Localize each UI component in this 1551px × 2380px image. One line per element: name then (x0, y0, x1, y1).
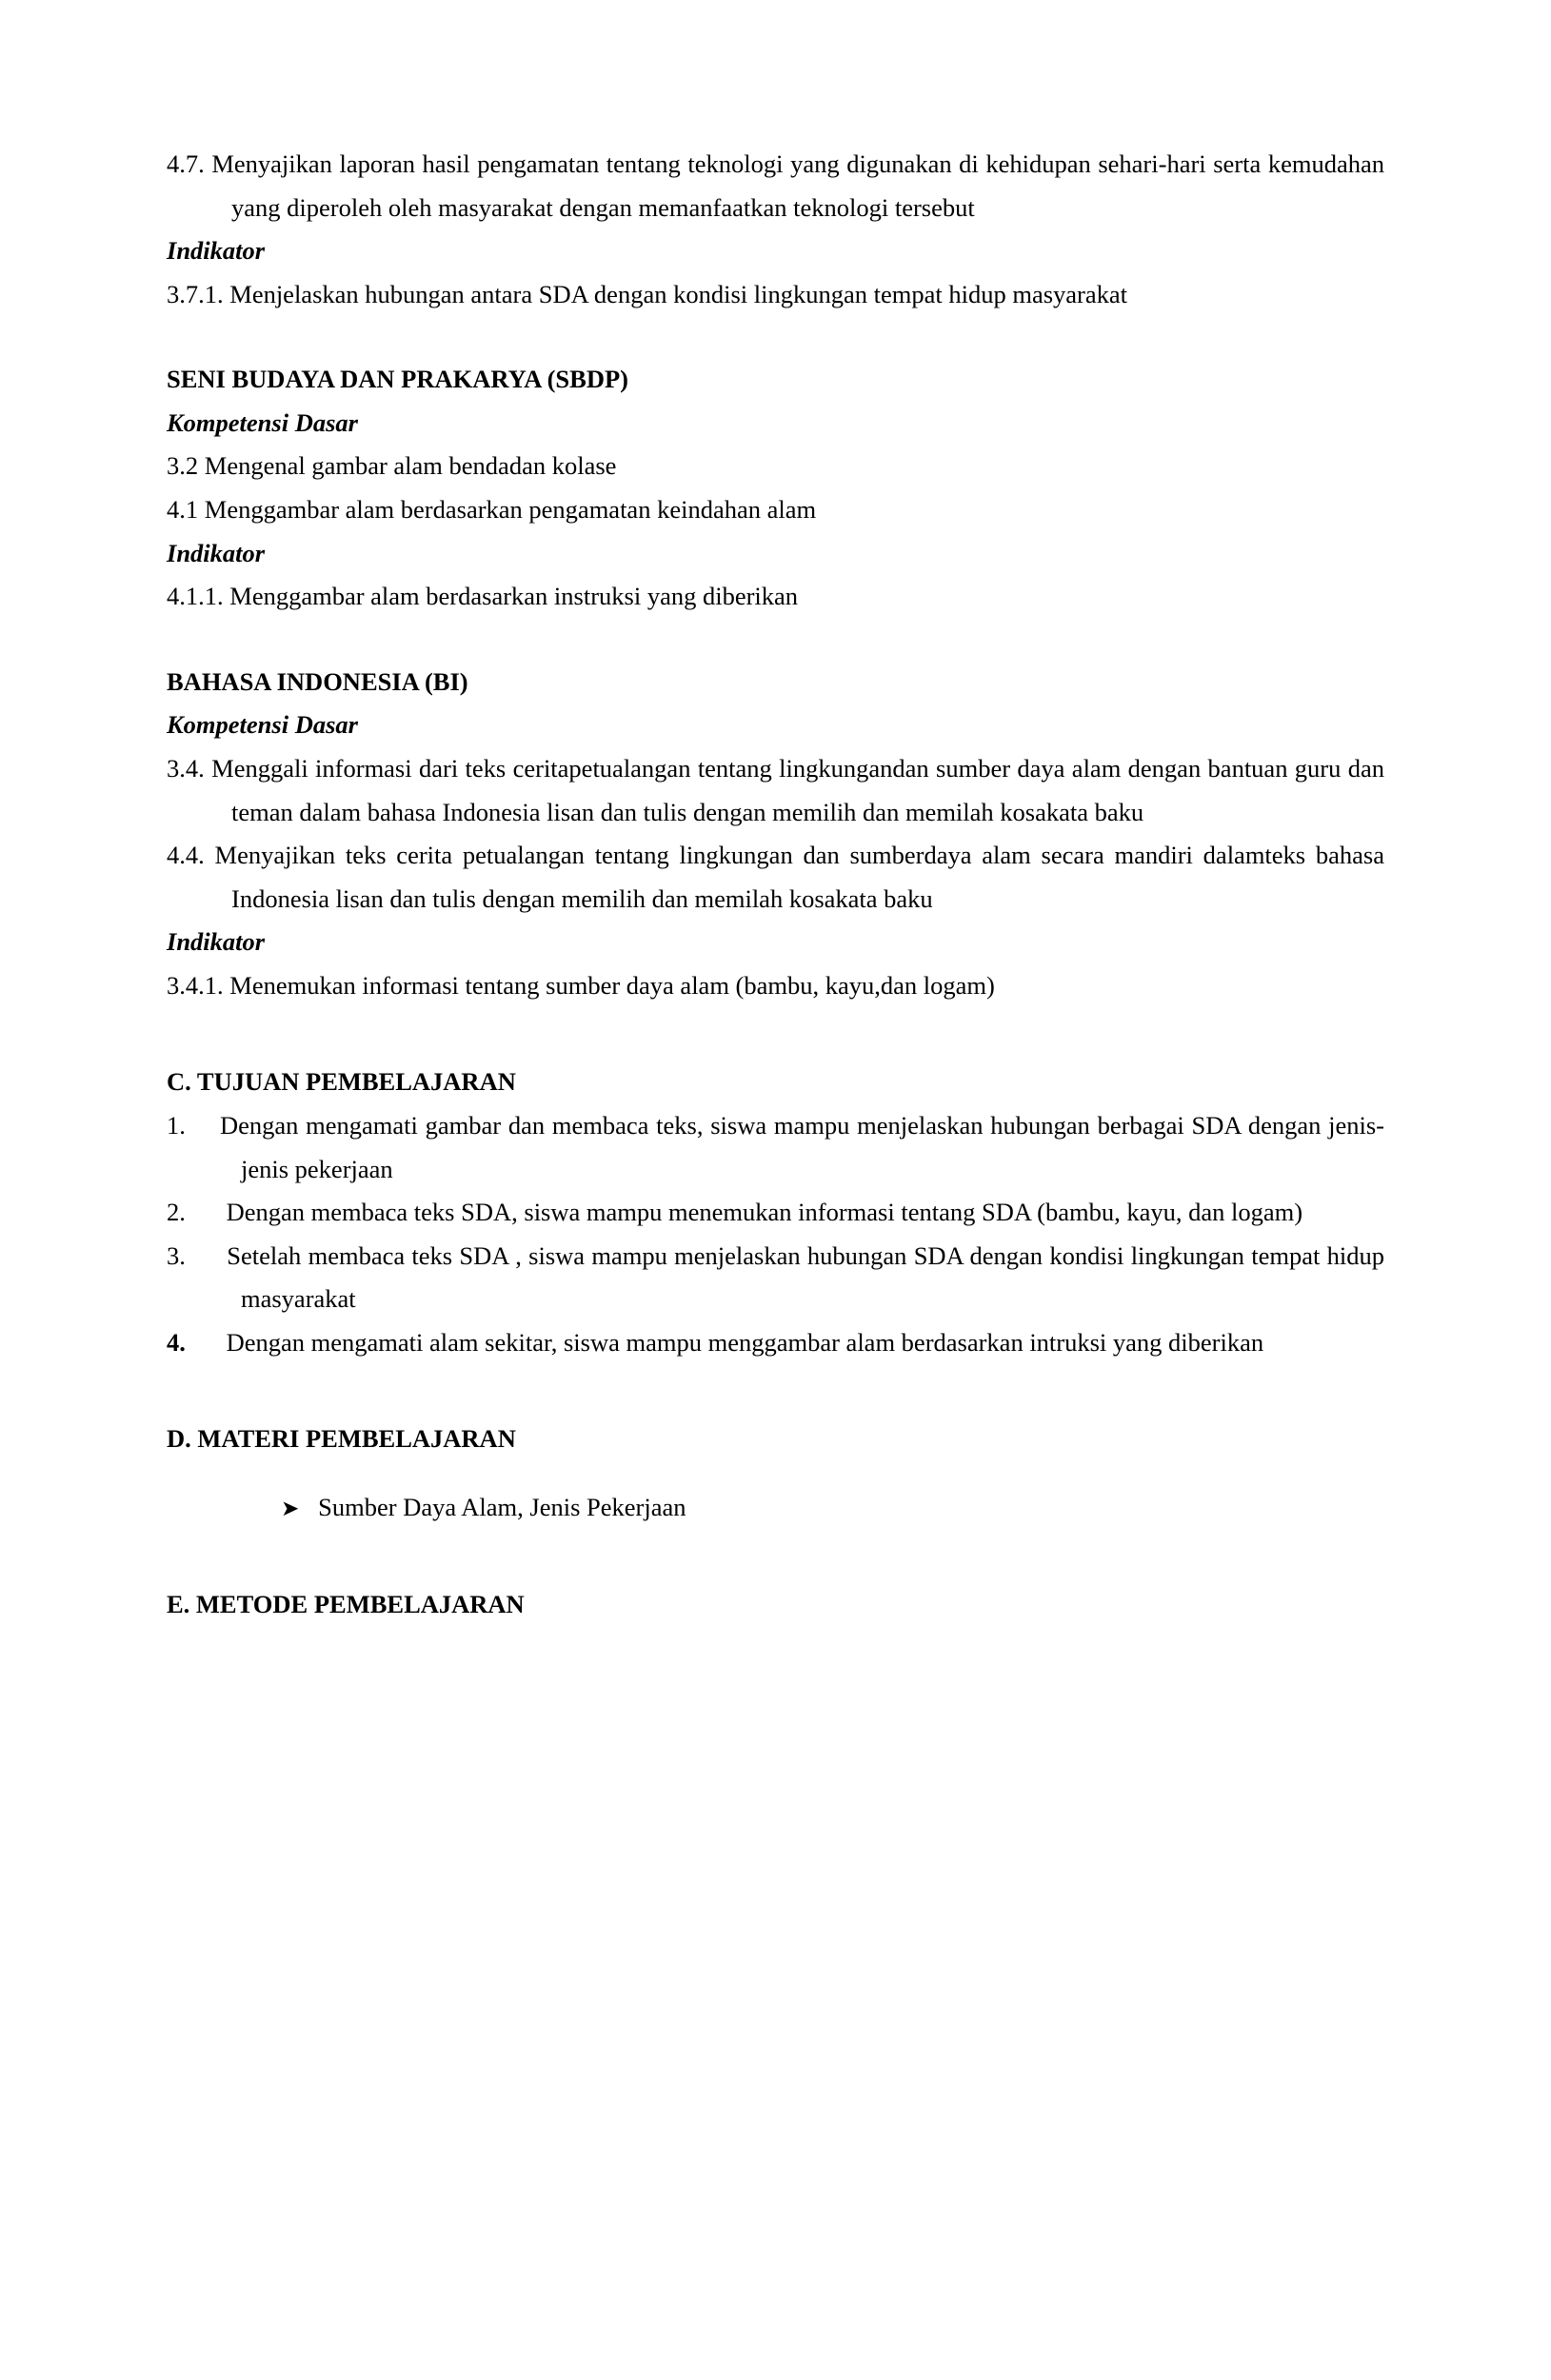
tujuan-heading: C. TUJUAN PEMBELAJARAN (167, 1067, 516, 1097)
bi-kd-item-3-4-text: Menggali informasi dari teks ceritapetualangan tentang lingkungandan sumber daya alam dengan bantuan guru dan teman dalam bahasa Indonesia lisan dan tulis dengan memilih dan memilah kosakata baku (211, 753, 1385, 826)
sbdp-heading: SENI BUDAYA DAN PRAKARYA (SBDP) (167, 365, 628, 394)
spacer (167, 619, 1384, 661)
spacer (167, 1461, 1384, 1486)
spacer (167, 1007, 1384, 1061)
tujuan-item-3-text: Setelah membaca teks SDA , siswa mampu menjelaskan hubungan SDA dengan kondisi lingkungan tempat hidup masyarakat (220, 1240, 1384, 1314)
bi-kd-item-4-4-text: Menyajikan teks cerita petualangan tentang lingkungan dan sumberdaya alam secara mandiri dalamteks bahasa Indonesia lisan dan tulis dengan memilih dan memilah kosakata baku (214, 841, 1384, 913)
tujuan-item-3 (167, 1235, 1384, 1321)
bi-kd-item-4-4 (167, 834, 1384, 921)
sbdp-kd-item-2: 4.1 Menggambar alam berdasarkan pengamatan keindahan alam (167, 495, 817, 525)
materi-list-item (167, 1486, 1384, 1530)
bi-kd-item-3-4-number: 3.4. (167, 753, 205, 783)
bi-kd-label: Kompetensi Dasar (167, 710, 358, 740)
materi-item-1-text: Sumber Daya Alam, Jenis Pekerjaan (318, 1493, 686, 1522)
tujuan-item-4-text: Dengan mengamati alam sekitar, siswa mampu menggambar alam berdasarkan intruksi yang diberikan (220, 1327, 1264, 1357)
sbdp-indikator-item-1: 4.1.1. Menggambar alam berdasarkan instruksi yang diberikan (167, 582, 799, 611)
indikator-item-3-7-1: 3.7.1. Menjelaskan hubungan antara SDA dengan kondisi lingkungan tempat hidup masyarakat (167, 279, 1127, 308)
tujuan-item-1 (167, 1104, 1384, 1191)
tujuan-item-4 (167, 1321, 1384, 1365)
metode-heading: E. METODE PEMBELAJARAN (167, 1589, 525, 1618)
bi-heading: BAHASA INDONESIA (BI) (167, 666, 468, 696)
competency-item-4-7 (167, 143, 1384, 229)
spacer (167, 1364, 1384, 1418)
bi-kd-item-4-4-number: 4.4. (167, 841, 205, 870)
tujuan-list (167, 1104, 1384, 1364)
materi-heading: D. MATERI PEMBELAJARAN (167, 1424, 516, 1454)
competency-item-4-7-text (167, 149, 1384, 222)
competency-number: 4.7. (167, 149, 205, 178)
top-competency-block (167, 143, 1384, 229)
tujuan-item-1-text: Dengan mengamati gambar dan membaca teks, siswa mampu menjelaskan hubungan berbagai SDA dengan jenis-jenis pekerjaan (220, 1110, 1384, 1183)
arrow-bullet-icon: ➤ (281, 1497, 300, 1522)
bi-indikator-item-1: 3.4.1. Menemukan informasi tentang sumber daya alam (bambu, kayu,dan logam) (167, 970, 995, 1000)
competency-text: Menyajikan laporan hasil pengamatan tentang teknologi yang digunakan di kehidupan sehari-hari serta kemudahan yang diperoleh oleh masyarakat dengan memanfaatkan teknologi tersebut (211, 149, 1384, 222)
bi-kd-item-3-4 (167, 747, 1384, 834)
tujuan-item-2-text: Dengan membaca teks SDA, siswa mampu menemukan informasi tentang SDA (bambu, kayu, dan logam) (220, 1198, 1303, 1227)
tujuan-item-2 (167, 1191, 1384, 1235)
tujuan-item-1-number: 1. (167, 1110, 186, 1140)
indikator-label-1: Indikator (167, 236, 266, 266)
spacer (167, 1530, 1384, 1583)
bi-indikator-label: Indikator (167, 927, 266, 957)
sbdp-kd-label: Kompetensi Dasar (167, 407, 358, 437)
sbdp-kd-item-1: 3.2 Mengenal gambar alam bendadan kolase (167, 451, 617, 481)
tujuan-item-4-number: 4. (167, 1327, 186, 1357)
spacer (167, 316, 1384, 358)
tujuan-item-2-number: 2. (167, 1198, 186, 1227)
tujuan-item-3-number: 3. (167, 1240, 186, 1270)
sbdp-indikator-label: Indikator (167, 538, 266, 567)
